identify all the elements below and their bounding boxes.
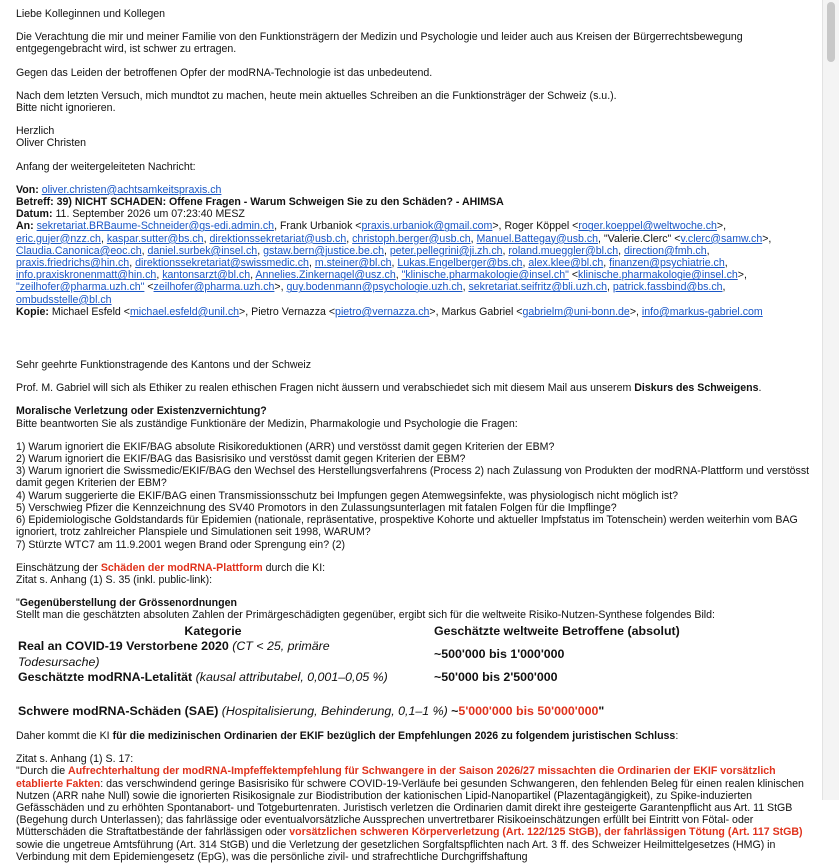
citation-2: Zitat s. Anhang (1) S. 17: [16, 753, 134, 766]
quote-text: : das verschwindend geringe Basisrisiko für schwere COVID-19-Verläufe bei gesunden Schwangeren, den fehlenden Beleg für einen realen klinischen Nutzen (ARR nahe Null) sowie die ignorierten Risikosignale zur Biodistribution der kationischen Lipid-Nanopartikel (Plazentagängigkeit), zu Spike-induzierten Gefässchäden und zu erhöhten Spontanabort- und Totgeburtenraten. Juristisch verletzen die Ordinarien damit direkt ihre gesteigerte Garantenpflicht aus Art. 11 StGB (Begehung durch Unterlassen); das fahrlässige oder eventualvorsätzliche Aussprechen unvertretbarer Risikoeinschätzungen erfüllt bei Eintritt von Fötal- oder Mütterschäden die Straftatbestände der fahrlässigen oder [16, 777, 804, 839]
recipient-link[interactable]: direktionssekretariat@usb.ch [209, 232, 347, 245]
header-from: Von: oliver.christen@achtsamkeitspraxis.ch [16, 183, 222, 196]
recipient-separator: , [156, 269, 163, 282]
recipient-separator: , [470, 232, 477, 245]
comparison-table [18, 624, 680, 686]
recipient-separator: , [141, 244, 148, 257]
cc-link[interactable]: gabrielm@uni-bonn.de [522, 305, 630, 318]
highlight-text: Aufrechterhaltung der modRNA-Impfeffektempfehlung für Schwangere in der Saison 2026/27 missachten die Ordinarien der EKIF vorsätzlich etablierte Fakten [16, 765, 776, 790]
recipient-separator: , Frank Urbaniok < [274, 220, 362, 233]
recipient-link[interactable]: ombudsstelle@bl.ch [16, 293, 112, 306]
recipient-separator: , [308, 257, 315, 270]
cc-link[interactable]: michael.esfeld@unil.ch [129, 305, 240, 318]
recipient-separator: , [462, 281, 469, 294]
recipient-separator: >, Roger Köppel < [492, 220, 579, 233]
recipient-separator: , [383, 244, 390, 257]
cc-name: Pietro Vernazza < [251, 305, 336, 318]
recipient-separator: , [395, 269, 402, 282]
signature-closing: Herzlich [16, 125, 55, 138]
list-item: 6) Epidemiologische Goldstandards für Epidemien (nationale, repräsentative, prospektive Kohorte und aktueller Impfstatus im Totenschein) werden weiterhin vom BAG ignoriert, trotz zahlreicher Planspiele und Simulationen seit 1998, WARUM? [16, 514, 798, 539]
list-item: 1) Warum ignoriert die EKIF/BAG absolute Risikoreduktionen (ARR) und verstösst damit gegen Kriterien der EBM? [16, 440, 555, 453]
table-row: Geschätzte modRNA-Letalität (kausal attributabel, 0,001–0,05 %) ~50'000 bis 2'500'000 [18, 670, 558, 685]
recipient-link[interactable]: daniel.surbek@insel.ch [147, 244, 258, 257]
quote-text: sowie die ungetreue Amtsführung (Art. 314 StGB) und die Verletzung der gesetzlichen Sorgfaltspflichten nach Art. 3 ff. des Schweizer Heilmittelgesetzes (HMG) in Verbindung mit dem Epidemiengesetz (EpG), was die persönliche zivil- und strafrechtliche Durchgriffshaftung [16, 838, 776, 863]
recipient-separator: , [203, 232, 210, 245]
assessment-line: Einschätzung der Schäden der modRNA-Plattform durch die KI: [16, 561, 326, 574]
recipient-separator: < [144, 281, 154, 294]
conclusion-line: Daher kommt die KI für die medizinischen Ordinarien der EKIF bezüglich der Empfehlungen 2026 zu folgendem juristischen Schluss: [16, 729, 679, 742]
comparison-intro: Stellt man die geschätzten absoluten Zahlen der Primärgeschädigten gegenüber, ergibt sich für die weltweite Risiko-Nutzen-Synthese folgendes Bild: [16, 609, 715, 622]
sae-value: 5'000'000 bis 50'000'000 [458, 703, 599, 718]
recipient-link[interactable]: christoph.berger@usb.ch [352, 232, 471, 245]
section-heading: Moralische Verletzung oder Existenzvernichtung? [16, 405, 267, 418]
from-address-link[interactable]: oliver.christen@achtsamkeitspraxis.ch [41, 183, 222, 196]
recipient-link[interactable]: patrick.fassbind@bs.ch [612, 281, 723, 294]
header-subject: Betreff: 39) NICHT SCHADEN: Offene Fragen - Warum Schweigen Sie zu den Schäden? - AHIMSA [16, 196, 504, 209]
recipient-link[interactable]: roger.koeppel@weltwoche.ch [578, 220, 717, 233]
header-to: An: sekretariat.BRBaume-Schneider@gs-edi.admin.ch, Frank Urbaniok <praxis.urbaniok@gmail.com>, Roger Köppel <roger.koeppel@weltwoche.ch>, eric.gujer@nzz.ch, kaspar.sutter@bs.ch, direktionssekretariat@usb.ch, christoph.berger@usb.ch, Manuel.Battegay@usb.ch, "Valerie.Clerc" <v.clerc@samw.ch>, Claudia.Canonica@eoc.ch, daniel.surbek@insel.ch, gstaw.bern@justice.be.ch, peter.pellegrini@ji.zh.ch, roland.mueggler@bl.ch, direction@fmh.ch, praxis.friedrichs@hin.ch, direktionssekretariat@swissmedic.ch, m.steiner@bl.ch, Lukas.Engelberger@bs.ch, alex.klee@bl.ch, finanzen@psychiatrie.ch, info.praxiskronenmatt@hin.ch, kantonsarzt@bl.ch, Annelies.Zinkernagel@usz.ch, "klinische.pharmakologie@insel.ch" <klinische.pharmakologie@insel.ch>, "zeilhofer@pharma.uzh.ch" <zeilhofer@pharma.uzh.ch>, guy.bodenmann@psychologie.uzh.ch, sekretariat.seifritz@bli.uzh.ch, patrick.fassbind@bs.ch, ombudsstelle@bl.ch [16, 220, 772, 306]
section-intro: Bitte beantworten Sie als zuständige Funktionäre der Medizin, Pharmakologie und Psychologie die Fragen: [16, 417, 518, 430]
recipient-link[interactable]: direktionssekretariat@swissmedic.ch [135, 257, 309, 270]
recipient-link[interactable]: roland.mueggler@bl.ch [508, 244, 619, 257]
recipient-link[interactable]: Lukas.Engelberger@bs.ch [397, 257, 523, 270]
recipient-link[interactable]: "zeilhofer@pharma.uzh.ch" [16, 281, 145, 294]
table-header-affected: Geschätzte weltweite Betroffene (absolut) [434, 623, 680, 638]
recipient-link[interactable]: kaspar.sutter@bs.ch [106, 232, 204, 245]
greeting: Liebe Kolleginnen und Kollegen [16, 8, 166, 20]
recipient-link[interactable]: praxis.friedrichs@hin.ch [16, 257, 130, 270]
recipient-link[interactable]: guy.bodenmann@psychologie.uzh.ch [286, 281, 463, 294]
table-header-category: Kategorie [184, 623, 242, 638]
cc-name: Markus Gabriel < [441, 305, 523, 318]
recipient-separator: , [722, 281, 726, 294]
recipient-link[interactable]: gstaw.bern@justice.be.ch [263, 244, 384, 257]
forwarded-message-label: Anfang der weitergeleiteten Nachricht: [16, 160, 196, 173]
recipient-link[interactable]: peter.pellegrini@ji.zh.ch [389, 244, 503, 257]
cc-link[interactable]: info@markus-gabriel.com [641, 305, 763, 318]
recipient-separator: , [346, 232, 353, 245]
citation-1: Zitat s. Anhang (1) S. 35 (inkl. public-link): [16, 573, 213, 586]
cc-link[interactable]: pietro@vernazza.ch [335, 305, 430, 318]
recipient-link[interactable]: m.steiner@bl.ch [314, 257, 392, 270]
recipient-link[interactable]: alex.klee@bl.ch [528, 257, 604, 270]
intro-request: Bitte nicht ignorieren. [16, 102, 116, 115]
recipient-link[interactable]: Claudia.Canonica@eoc.ch [16, 244, 142, 257]
recipient-link[interactable]: eric.gujer@nzz.ch [16, 232, 101, 245]
recipient-separator: , [100, 232, 107, 245]
forwarded-header [16, 184, 815, 318]
discourse-of-silence: Diskurs des Schweigens [634, 382, 759, 395]
recipient-separator: , [606, 281, 613, 294]
list-item: 2) Warum ignoriert die EKIF/BAG das Basisrisiko und verstösst damit gegen Kriterien der EBM? [16, 453, 466, 466]
header-cc: Kopie: Michael Esfeld <michael.esfeld@unil.ch>, Pietro Vernazza <pietro@vernazza.ch>, Markus Gabriel <gabrielm@uni-bonn.de>, info@markus-gabriel.com [16, 305, 763, 318]
legal-quote [16, 765, 815, 863]
recipient-separator: , [502, 244, 509, 257]
recipient-link[interactable]: info.praxiskronenmatt@hin.ch [16, 269, 157, 282]
recipient-separator: , [250, 269, 256, 282]
recipient-link[interactable]: "klinische.pharmakologie@insel.ch" [401, 269, 569, 282]
quote-text: "Durch die [16, 765, 69, 778]
recipient-link[interactable]: Manuel.Battegay@usb.ch [476, 232, 599, 245]
cc-name: Michael Esfeld < [51, 305, 130, 318]
table-row: Real an COVID-19 Verstorbene 2020 (CT < 25, primäre Todesursache) ~500'000 bis 1'000'000 [18, 639, 565, 669]
recipient-separator: >, [274, 281, 287, 294]
subject-text: 39) NICHT SCHADEN: Offene Fragen - Warum Schweigen Sie zu den Schäden? - AHIMSA [56, 196, 504, 209]
recipient-link[interactable]: kantonsarzt@bl.ch [162, 269, 251, 282]
vertical-scrollbar[interactable] [822, 0, 839, 800]
date-text: 11. September 2026 um 07:23:40 MESZ [55, 208, 245, 221]
cc-separator: >, [629, 305, 642, 318]
intro-paragraph-3: Nach dem letzten Versuch, mich mundtot zu machen, heute mein aktuelles Schreiben an die Funktionsträger der Schweiz (s.u.). [16, 89, 617, 102]
intro-paragraph-1: Die Verachtung die mir und meiner Familie von den Funktionsträgern der Medizin und Psychologie und leider auch aus Kreisen der Bürgerrechtsbewegung entgegengebracht wird, ist schwer zu ertragen. [16, 31, 743, 56]
cc-separator: >, [239, 305, 252, 318]
cc-separator: >, [429, 305, 442, 318]
recipient-separator: , [522, 257, 529, 270]
gabriel-paragraph: Prof. M. Gabriel will sich als Ethiker zu realen ethischen Fragen nicht äussern und verabschiedet sich mit diesem Mail aus unserem Diskurs des Schweigens. [16, 382, 762, 395]
recipient-separator: , [618, 244, 624, 257]
recipient-separator: , [129, 257, 136, 270]
intro-paragraph-2: Gegen das Leiden der betroffenen Opfer der modRNA-Technologie ist das unbedeutend. [16, 66, 433, 79]
recipient-link[interactable]: klinische.pharmakologie@insel.ch [578, 269, 738, 282]
recipient-separator: , [603, 257, 610, 270]
recipient-link[interactable]: zeilhofer@pharma.uzh.ch [153, 281, 275, 294]
recipient-separator: < [568, 269, 579, 282]
sae-line: Schwere modRNA-Schäden (SAE) (Hospitalisierung, Behinderung, 0,1–1 %) ~5'000'000 bis 50'000'000" [18, 703, 605, 718]
recipient-link[interactable]: sekretariat.BRBaume-Schneider@gs-edi.admin.ch [36, 220, 275, 233]
recipient-link[interactable]: v.clerc@samw.ch [680, 232, 763, 245]
recipient-separator: , "Valerie.Clerc" < [598, 232, 681, 245]
comparison-heading: "Gegenüberstellung der Grössenordnungen [16, 597, 237, 610]
recipient-separator: >, [737, 269, 747, 282]
assessment-highlight: Schäden der modRNA-Plattform [100, 561, 263, 574]
recipient-separator: , [724, 257, 728, 270]
list-item: 4) Warum suggerierte die EKIF/BAG einen Transmissionsschutz bei Impfungen gegen Atemwegsinfekte, was physiologisch nicht möglich ist? [16, 489, 679, 502]
recipient-separator: , [706, 244, 710, 257]
list-item: 7) Stürzte WTC7 am 11.9.2001 wegen Brand oder Sprengung ein? (2) [16, 538, 345, 551]
header-date: Datum: 11. September 2026 um 07:23:40 MESZ [16, 208, 245, 221]
signature-name: Oliver Christen [16, 137, 87, 150]
recipient-link[interactable]: finanzen@psychiatrie.ch [609, 257, 725, 270]
recipient-link[interactable]: direction@fmh.ch [624, 244, 707, 257]
scrollbar-thumb[interactable] [827, 2, 835, 62]
recipient-separator: , [391, 257, 398, 270]
recipient-link[interactable]: praxis.urbaniok@gmail.com [361, 220, 493, 233]
question-list [16, 441, 815, 551]
recipient-separator: , [257, 244, 264, 257]
recipient-separator: >, [716, 220, 727, 233]
salutation: Sehr geehrte Funktionstragende des Kantons und der Schweiz [16, 359, 312, 372]
recipient-link[interactable]: Annelies.Zinkernagel@usz.ch [255, 269, 396, 282]
recipient-link[interactable]: sekretariat.seifritz@bli.uzh.ch [468, 281, 607, 294]
list-item: 3) Warum ignoriert die Swissmedic/EKIF/BAG den Wechsel des Herstellungsverfahrens (Process 2) nach Zulassung von Produkten der modRNA-Plattform und verstösst damit gegen Kriterien der EBM? [16, 465, 810, 490]
list-item: 5) Verschwieg Pfizer die Kennzeichnung des SV40 Promotors in den Zulassungsunterlagen mit fatalen Folgen für die Impflinge? [16, 501, 617, 514]
highlight-text: vorsätzlichen schweren Körperverletzung (Art. 122/125 StGB), der fahrlässigen Tötung (Art. 117 StGB) [289, 826, 803, 839]
recipient-separator: >, [762, 232, 772, 245]
